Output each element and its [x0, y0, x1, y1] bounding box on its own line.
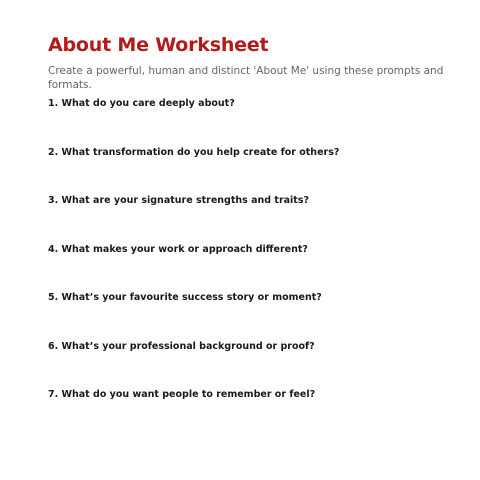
prompt-1: 1. What do you care deeply about? — [48, 98, 235, 109]
prompt-5: 5. What’s your favourite success story or moment? — [48, 292, 322, 303]
page-title: About Me Worksheet — [48, 34, 269, 56]
prompt-4: 4. What makes your work or approach different? — [48, 243, 308, 255]
prompt-7: 7. What do you want people to remember or feel? — [48, 389, 316, 400]
page-subtitle: Create a powerful, human and distinct 'About Me' using these prompts and formats. — [48, 65, 444, 91]
prompt-2: 2. What transformation do you help create for others? — [48, 146, 340, 158]
worksheet-page — [48, 33, 448, 437]
prompt-list — [48, 97, 448, 437]
prompt-6: 6. What’s your professional background or proof? — [48, 340, 315, 352]
prompt-3: 3. What are your signature strengths and traits? — [48, 195, 310, 206]
